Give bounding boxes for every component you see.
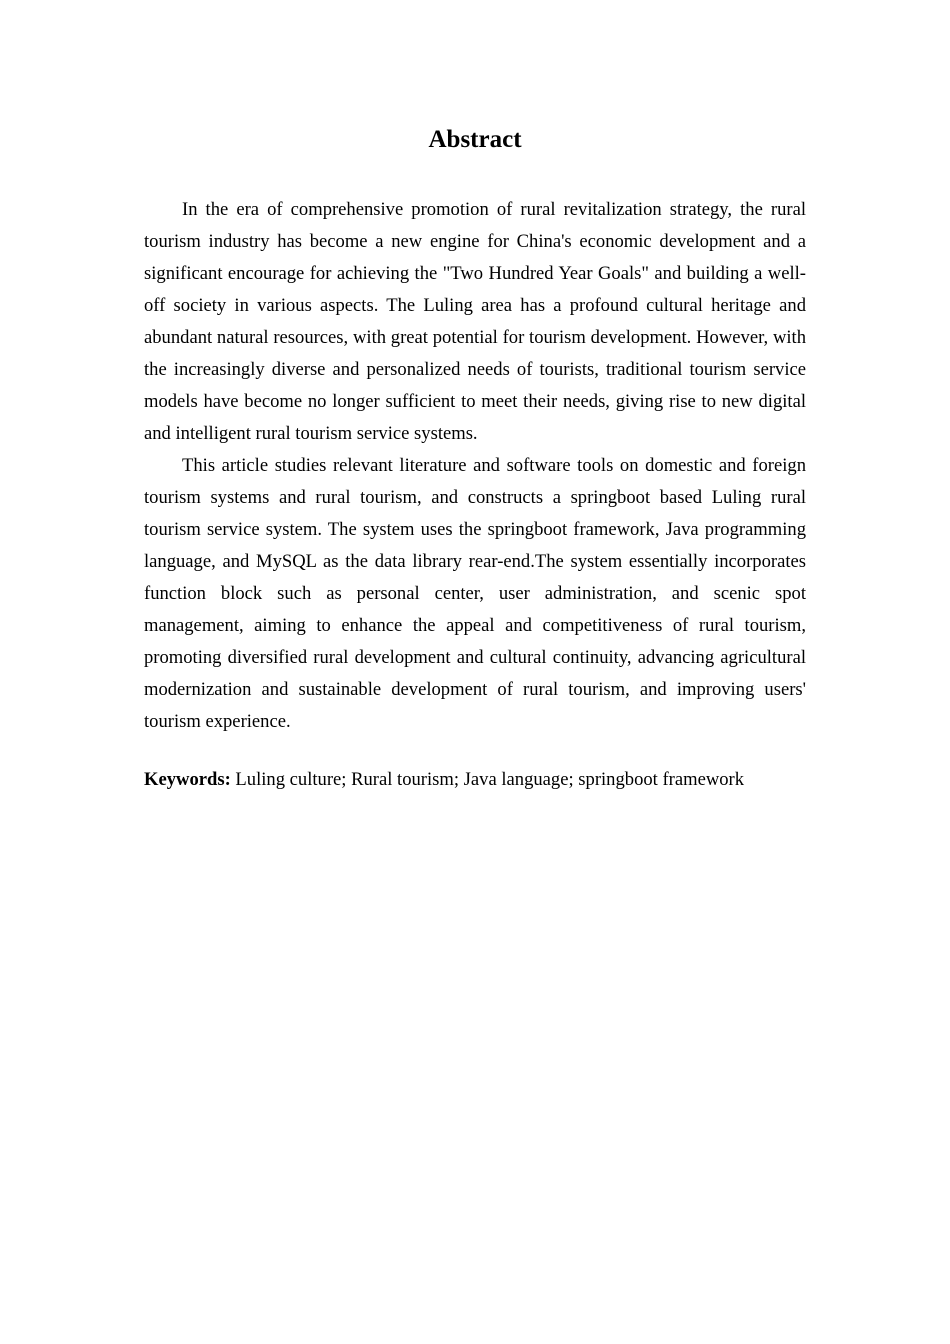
- keywords-line: [144, 764, 806, 796]
- abstract-paragraph-2: This article studies relevant literature and software tools on domestic and foreign tourism systems and rural tourism, and constructs a springboot based Luling rural tourism service system. The system uses the springboot framework, Java programming language, and MySQL as the data library rear-end.The system essentially incorporates function block such as personal center, user administration, and scenic spot management, aiming to enhance the appeal and competitiveness of rural tourism, promoting diversified rural development and cultural continuity, advancing agricultural modernization and sustainable development of rural tourism, and improving users' tourism experience.: [144, 455, 806, 732]
- document-page: [144, 0, 806, 796]
- abstract-title: Abstract: [428, 126, 522, 153]
- keywords-text: Luling culture; Rural tourism; Java language; springboot framework: [235, 769, 745, 790]
- abstract-body: [144, 194, 806, 738]
- keywords-label: Keywords:: [144, 769, 231, 790]
- abstract-paragraph-1: In the era of comprehensive promotion of rural revitalization strategy, the rural tourism industry has become a new engine for China's economic development and a significant encourage for achieving the "Two Hundred Year Goals" and building a well-off society in various aspects. The Luling area has a profound cultural heritage and abundant natural resources, with great potential for tourism development. However, with the increasingly diverse and personalized needs of tourists, traditional tourism service models have become no longer sufficient to meet their needs, giving rise to new digital and intelligent rural tourism service systems.: [144, 199, 806, 444]
